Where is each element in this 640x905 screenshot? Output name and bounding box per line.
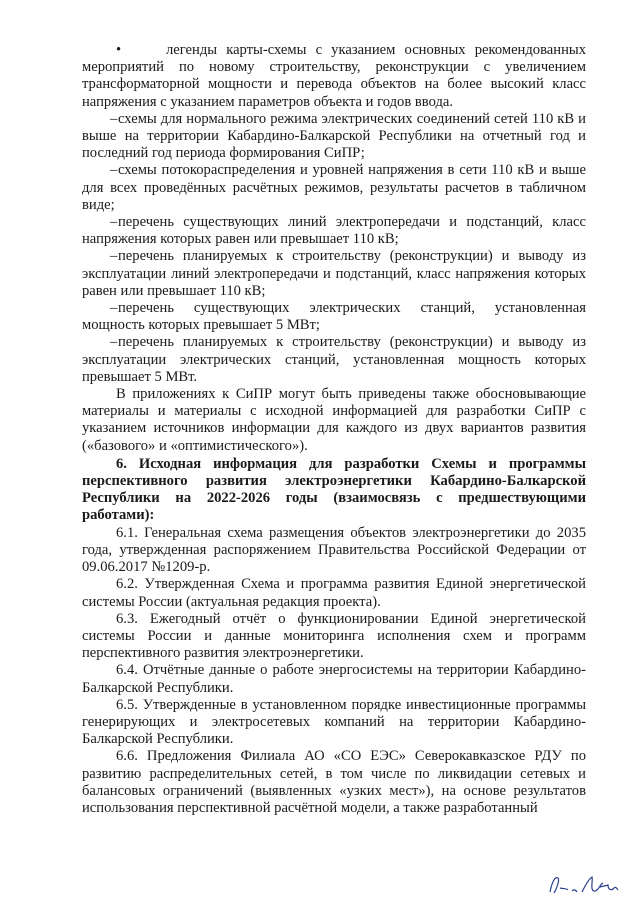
source-item: 6.5. Утвержденные в установленном порядке инвестиционные программы генерирующих и электросетевых компаний на территории Кабардино-Балкарской Республики. — [82, 696, 586, 748]
dash-marker: – — [110, 214, 118, 231]
list-item-dash — [82, 334, 586, 386]
list-item-text: перечень существующих электрических станций, установленная мощность которых превышает 5 МВт; — [82, 300, 586, 334]
source-item: 6.4. Отчётные данные о работе энергосистемы на территории Кабардино-Балкарской Республики. — [82, 662, 586, 696]
list-item-text: схемы потокораспределения и уровней напряжения в сети 110 кВ и выше для всех проведённых расчётных режимов, результаты расчетов в табличном виде; — [82, 162, 586, 213]
list-item-text: легенды карты-схемы с указанием основных рекомендованных мероприятий по новому строительству, реконструкции с увеличением трансформаторной мощности и перевода объектов на более высокий класс напряжения с указанием параметров объекта и годов ввода. — [82, 42, 586, 110]
list-item-dash — [82, 111, 586, 163]
list-item-dash — [82, 300, 586, 334]
appendix-paragraph: В приложениях к СиПР могут быть приведены также обосновывающие материалы и материалы с исходной информацией для разработки СиПР с указанием источников информации для каждого из двух вариантов развития («базового» и «оптимистического»). — [82, 386, 586, 454]
list-item-text: схемы для нормального режима электрических соединений сетей 110 кВ и выше на территории Кабардино-Балкарской Республики на отчетный год и последний год периода формирования СиПР; — [82, 110, 586, 162]
source-item: 6.6. Предложения Филиала АО «СО ЕЭС» Северокавказское РДУ по развитию распределительных сетей, в том числе по ликвидации сетевых и балансовых ограничений (выявленных «узких мест»), на основе результатов использования перспективной расчётной модели, а также разработанный — [82, 748, 586, 816]
dash-marker: – — [110, 248, 118, 265]
list-item-text: перечень существующих линий электропередачи и подстанций, класс напряжения которых равен или превышает 110 кВ; — [82, 214, 586, 248]
source-item: 6.2. Утвержденная Схема и программа развития Единой энергетической системы России (актуальная редакция проекта). — [82, 576, 586, 610]
source-item: 6.3. Ежегодный отчёт о функционировании Единой энергетической системы России и данные мониторинга исполнения схем и программ перспективного развития электроэнергетики. — [82, 610, 586, 662]
list-item-dash — [82, 162, 586, 214]
dash-marker: – — [110, 300, 118, 317]
list-item-dash — [82, 248, 586, 300]
list-item-bullet — [82, 42, 586, 111]
dash-marker: – — [110, 334, 118, 351]
list-item-text: перечень планируемых к строительству (реконструкции) и выводу из эксплуатации линий электропередачи и подстанций, класс напряжения которых равен или превышает 110 кВ; — [82, 248, 586, 299]
source-item: 6.1. Генеральная схема размещения объектов электроэнергетики до 2035 года, утвержденная распоряжением Правительства Российской Федерации от 09.06.2017 №1209-р. — [82, 524, 586, 576]
handwritten-signature — [546, 872, 620, 898]
bullet-marker: • — [116, 42, 122, 58]
list-item-text: перечень планируемых к строительству (реконструкции) и выводу из эксплуатации электрических станций, установленная мощность которых превышает 5 МВт. — [82, 334, 586, 385]
section-heading: 6. Исходная информация для разработки Схемы и программы перспективного развития электроэнергетики Кабардино-Балкарской Республики на 2022-2026 годы (взаимосвязь с предшествующими работами): — [82, 455, 586, 524]
list-item-dash — [82, 214, 586, 248]
dash-marker: – — [110, 110, 118, 127]
dash-marker: – — [110, 162, 118, 179]
page-body — [82, 42, 586, 817]
